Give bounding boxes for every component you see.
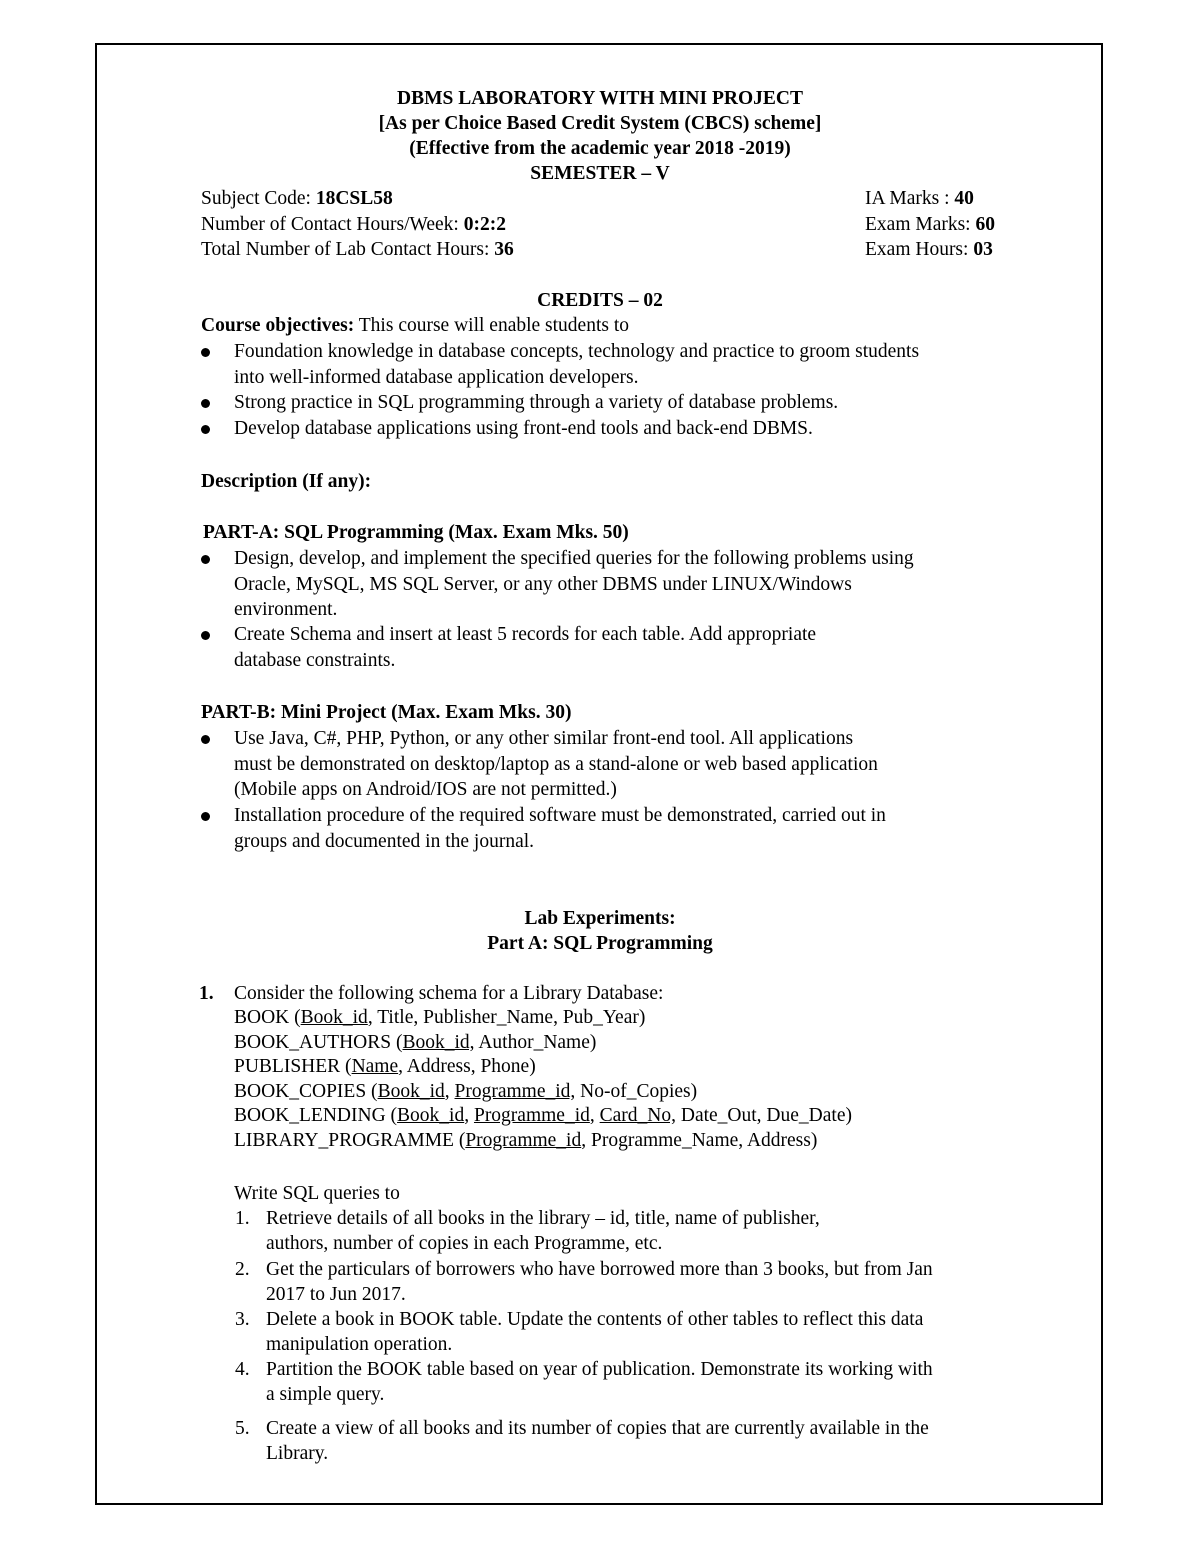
- schema-line: [234, 1129, 852, 1154]
- ia-marks-label: IA Marks :: [865, 188, 955, 209]
- doc-effective: (Effective from the academic year 2018 -2019): [409, 138, 791, 159]
- schema-line: [234, 1080, 852, 1105]
- subject-code-label: Subject Code:: [201, 188, 316, 209]
- schema-text: BOOK_AUTHORS (: [234, 1031, 403, 1053]
- schema-key: Book_id,: [402, 1031, 475, 1053]
- bullet-icon: [201, 631, 210, 640]
- objectives-intro: [201, 313, 629, 338]
- objectives-label: Course objectives:: [201, 315, 355, 336]
- ia-marks-value: 40: [954, 188, 974, 209]
- experiment-intro: Consider the following schema for a Library Database:: [234, 983, 664, 1004]
- query-item: [266, 1257, 933, 1307]
- schema-line: [234, 1006, 852, 1031]
- schema-text: BOOK (: [234, 1007, 301, 1028]
- part-a-item-2: [234, 622, 816, 673]
- bullet-icon: [201, 555, 210, 564]
- lab-hours-value: 36: [494, 239, 514, 260]
- schema-key: Card_No,: [599, 1105, 676, 1127]
- contact-hours-value: 0:2:2: [463, 214, 506, 235]
- part-b-item-1: [234, 726, 878, 803]
- query-item: [266, 1416, 929, 1466]
- part-b-item-2-line-1: Installation procedure of the required software must be demonstrated, carried out in: [234, 805, 886, 826]
- credits-heading: CREDITS – 02: [537, 290, 663, 311]
- ia-marks-row: [865, 186, 974, 211]
- schema-text: ,: [589, 1105, 600, 1127]
- objective-item-2-line-1: Strong practice in SQL programming through a variety of database problems.: [234, 392, 839, 413]
- schema-key: Book_id: [397, 1105, 465, 1127]
- bullet-icon: [201, 348, 210, 357]
- part-a-item-1: [234, 546, 914, 623]
- part-b-item-1-line-3: (Mobile apps on Android/IOS are not permitted.): [234, 779, 617, 800]
- schema-text: , Title, Publisher_Name, Pub_Year): [367, 1007, 646, 1028]
- schema-text: No-of_Copies): [575, 1080, 698, 1102]
- schema-text: BOOK_COPIES (: [234, 1080, 378, 1102]
- exam-hours-label: Exam Hours:: [865, 239, 974, 260]
- description-heading: Description (If any):: [201, 471, 372, 492]
- schema-text: , Address, Phone): [398, 1056, 536, 1078]
- part-b-item-2-line-2: groups and documented in the journal.: [234, 830, 535, 852]
- objective-item-1-line-2: into well-informed database application developers.: [234, 366, 639, 388]
- part-b-heading: PART-B: Mini Project (Max. Exam Mks. 30): [201, 702, 572, 723]
- query-line: Delete a book in BOOK table. Update the contents of other tables to reflect this data: [266, 1309, 924, 1330]
- query-line: Retrieve details of all books in the library – id, title, name of publisher,: [266, 1208, 820, 1229]
- lab-hours-label: Total Number of Lab Contact Hours:: [201, 239, 495, 260]
- query-number: 4.: [235, 1359, 250, 1380]
- contact-hours-label: Number of Contact Hours/Week:: [201, 214, 464, 235]
- schema-text: ,: [444, 1080, 455, 1102]
- exam-hours-row: [865, 237, 993, 262]
- query-line: 2017 to Jun 2017.: [266, 1284, 406, 1305]
- contact-hours-row: [201, 212, 506, 237]
- query-item: [266, 1206, 820, 1256]
- subject-code-row: [201, 186, 393, 211]
- part-b-item-1-line-2: must be demonstrated on desktop/laptop as a stand-alone or web based application: [234, 753, 878, 775]
- query-number: 5.: [235, 1418, 250, 1439]
- part-a-item-2-line-1: Create Schema and insert at least 5 records for each table. Add appropriate: [234, 624, 817, 645]
- schema-text: , Programme_Name, Address): [581, 1129, 818, 1151]
- part-a-heading: PART-A: SQL Programming (Max. Exam Mks. 50): [203, 522, 629, 543]
- subject-code-value: 18CSL58: [315, 188, 393, 209]
- exam-marks-value: 60: [975, 214, 995, 235]
- exam-hours-value: 03: [973, 239, 993, 260]
- part-a-item-1-line-1: Design, develop, and implement the specified queries for the following problems using: [234, 548, 914, 569]
- bullet-icon: [201, 425, 210, 434]
- schema-key: Name: [351, 1056, 399, 1078]
- lab-subheading: Part A: SQL Programming: [487, 933, 713, 954]
- query-line: a simple query.: [266, 1384, 385, 1405]
- exam-marks-label: Exam Marks:: [865, 214, 976, 235]
- objective-item-3-line-1: Develop database applications using front-end tools and back-end DBMS.: [234, 418, 813, 439]
- query-item: [266, 1307, 923, 1357]
- query-line: Partition the BOOK table based on year of publication. Demonstrate its working with: [266, 1359, 933, 1380]
- part-b-item-1-line-1: Use Java, C#, PHP, Python, or any other similar front-end tool. All applications: [234, 728, 854, 749]
- schema-text: ,: [464, 1105, 474, 1127]
- objective-item-2: [234, 390, 838, 416]
- query-line: manipulation operation.: [266, 1334, 453, 1355]
- objective-item-3: [234, 416, 813, 442]
- query-line: Get the particulars of borrowers who have borrowed more than 3 books, but from Jan: [266, 1259, 933, 1280]
- schema-text: Author_Name): [474, 1031, 597, 1053]
- doc-title: DBMS LABORATORY WITH MINI PROJECT: [397, 88, 803, 109]
- schema-key: Book_id: [300, 1007, 368, 1028]
- schema-text: BOOK_LENDING (: [234, 1105, 398, 1127]
- schema-key: Programme_id,: [454, 1080, 576, 1102]
- write-queries: Write SQL queries to: [234, 1183, 400, 1204]
- experiment-number: 1.: [199, 983, 214, 1004]
- query-line: authors, number of copies in each Programme, etc.: [266, 1233, 663, 1254]
- objective-item-1: [234, 339, 919, 390]
- schema-key: Book_id: [377, 1080, 445, 1102]
- doc-semester: SEMESTER – V: [530, 163, 670, 184]
- part-a-item-1-line-3: environment.: [234, 599, 338, 620]
- schema-text: PUBLISHER (: [234, 1056, 352, 1078]
- objectives-intro-text: This course will enable students to: [354, 315, 630, 336]
- exam-marks-row: [865, 212, 995, 237]
- query-item: [266, 1357, 933, 1407]
- schema-line: [234, 1104, 852, 1129]
- doc-scheme: [As per Choice Based Credit System (CBCS) scheme]: [378, 113, 822, 134]
- query-number: 2.: [235, 1259, 250, 1280]
- part-b-item-2: [234, 803, 886, 854]
- query-line: Library.: [266, 1443, 329, 1464]
- query-number: 1.: [235, 1208, 250, 1229]
- bullet-icon: [201, 812, 210, 821]
- part-a-item-1-line-2: Oracle, MySQL, MS SQL Server, or any other DBMS under LINUX/Windows: [234, 573, 852, 595]
- schema-line: [234, 1031, 852, 1056]
- bullet-icon: [201, 735, 210, 744]
- part-a-item-2-line-2: database constraints.: [234, 649, 396, 671]
- objective-item-1-line-1: Foundation knowledge in database concepts, technology and practice to groom students: [234, 341, 920, 362]
- schema-key: Programme_id: [465, 1129, 582, 1151]
- schema-text: Date_Out, Due_Date): [676, 1105, 852, 1127]
- bullet-icon: [201, 399, 210, 408]
- query-line: Create a view of all books and its number of copies that are currently available in the: [266, 1418, 929, 1439]
- schema-list: [234, 1006, 852, 1154]
- lab-heading: Lab Experiments:: [524, 908, 676, 929]
- schema-text: LIBRARY_PROGRAMME (: [234, 1129, 466, 1151]
- query-number: 3.: [235, 1309, 250, 1330]
- lab-hours-row: [201, 237, 514, 262]
- schema-key: Programme_id: [473, 1105, 590, 1127]
- schema-line: [234, 1055, 852, 1080]
